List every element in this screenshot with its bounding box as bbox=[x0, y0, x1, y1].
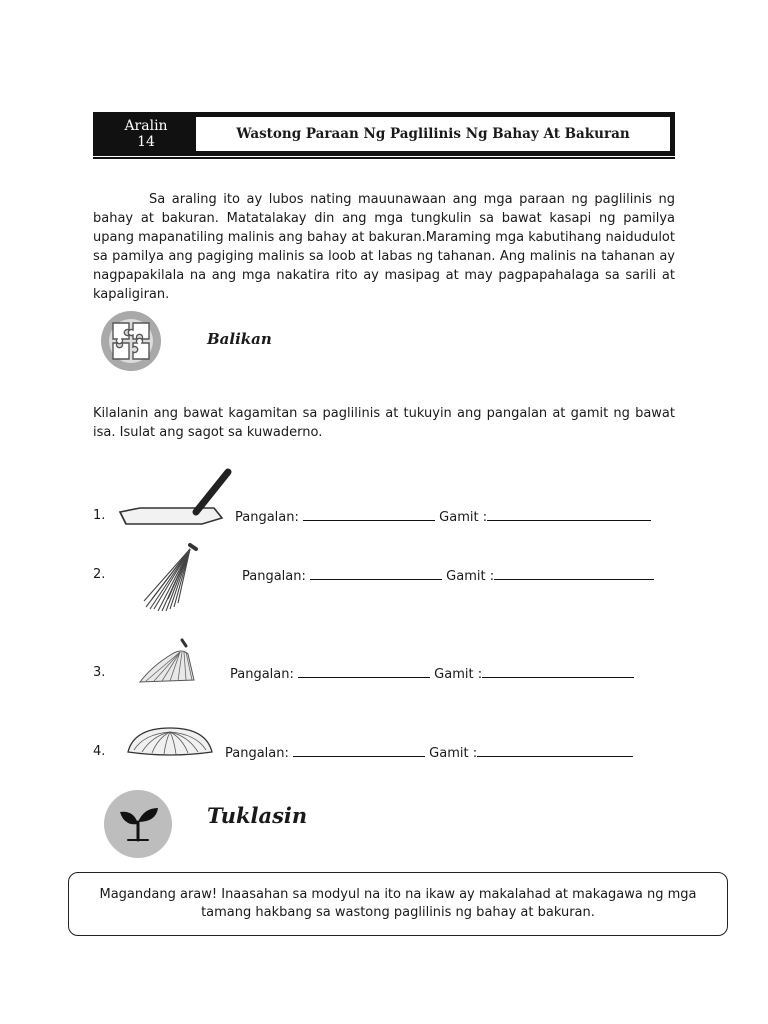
intro-note-box bbox=[68, 872, 728, 936]
answer-line bbox=[242, 567, 654, 584]
use-blank[interactable] bbox=[487, 508, 651, 521]
answer-line bbox=[230, 665, 634, 682]
name-blank[interactable] bbox=[310, 567, 442, 580]
puzzle-icon bbox=[101, 311, 161, 371]
lesson-title: Wastong Paraan Ng Paglilinis Ng Bahay At Bakuran bbox=[196, 117, 670, 151]
sprout-icon bbox=[104, 790, 172, 858]
answer-line bbox=[235, 508, 651, 525]
header-rule bbox=[93, 157, 675, 159]
use-label: Gamit : bbox=[439, 510, 488, 525]
answer-line bbox=[225, 744, 633, 761]
coconut-husk-icon bbox=[124, 722, 216, 762]
intro-paragraph: Sa araling ito ay lubos nating mauunawaan ang mga paraan ng paglilinis ng bahay at bakuran. Matatalakay din ang mga tungkulin sa bawat kasapi ng pamilya upang mapanatiling malinis ang bahay at bakuran.Maraming mga kabutihang naidudulot sa pamilya ang pagiging malinis sa loob at labas ng tahanan. Ang malinis na tahanan ay nagpapakilala na ang mga nakatira rito ay masipag at may pagpapahalaga sa sarili at kapaligiran. bbox=[93, 192, 675, 302]
use-label: Gamit : bbox=[434, 667, 483, 682]
intro-note-text: Magandang araw! Inaasahan sa modyul na ito na ikaw ay makalahad at makagawa ng mga tamang hakbang sa wastong paglilinis ng bahay at bakuran. bbox=[99, 887, 697, 920]
name-blank[interactable] bbox=[298, 665, 430, 678]
lesson-badge bbox=[96, 115, 196, 153]
use-blank[interactable] bbox=[477, 744, 633, 757]
name-label: Pangalan: bbox=[242, 569, 306, 584]
lesson-header bbox=[93, 112, 675, 156]
item-number: 4. bbox=[93, 744, 106, 759]
name-blank[interactable] bbox=[303, 508, 435, 521]
walis-tingting-icon bbox=[140, 541, 204, 613]
use-label: Gamit : bbox=[429, 746, 478, 761]
item-number: 3. bbox=[93, 665, 106, 680]
name-label: Pangalan: bbox=[230, 667, 294, 682]
lesson-number: 14 bbox=[137, 134, 155, 150]
name-blank[interactable] bbox=[293, 744, 425, 757]
soft-broom-icon bbox=[132, 636, 204, 688]
item-number: 2. bbox=[93, 567, 106, 582]
dustpan-icon bbox=[116, 468, 234, 530]
use-blank[interactable] bbox=[494, 567, 654, 580]
balikan-title: Balikan bbox=[207, 330, 272, 348]
name-label: Pangalan: bbox=[235, 510, 299, 525]
name-label: Pangalan: bbox=[225, 746, 289, 761]
balikan-instructions: Kilalanin ang bawat kagamitan sa paglilinis at tukuyin ang pangalan at gamit ng bawat isa. Isulat ang sagot sa kuwaderno. bbox=[93, 406, 675, 440]
use-label: Gamit : bbox=[446, 569, 495, 584]
lesson-label: Aralin bbox=[124, 118, 168, 134]
tuklasin-title: Tuklasin bbox=[207, 803, 308, 828]
use-blank[interactable] bbox=[482, 665, 634, 678]
item-number: 1. bbox=[93, 508, 106, 523]
